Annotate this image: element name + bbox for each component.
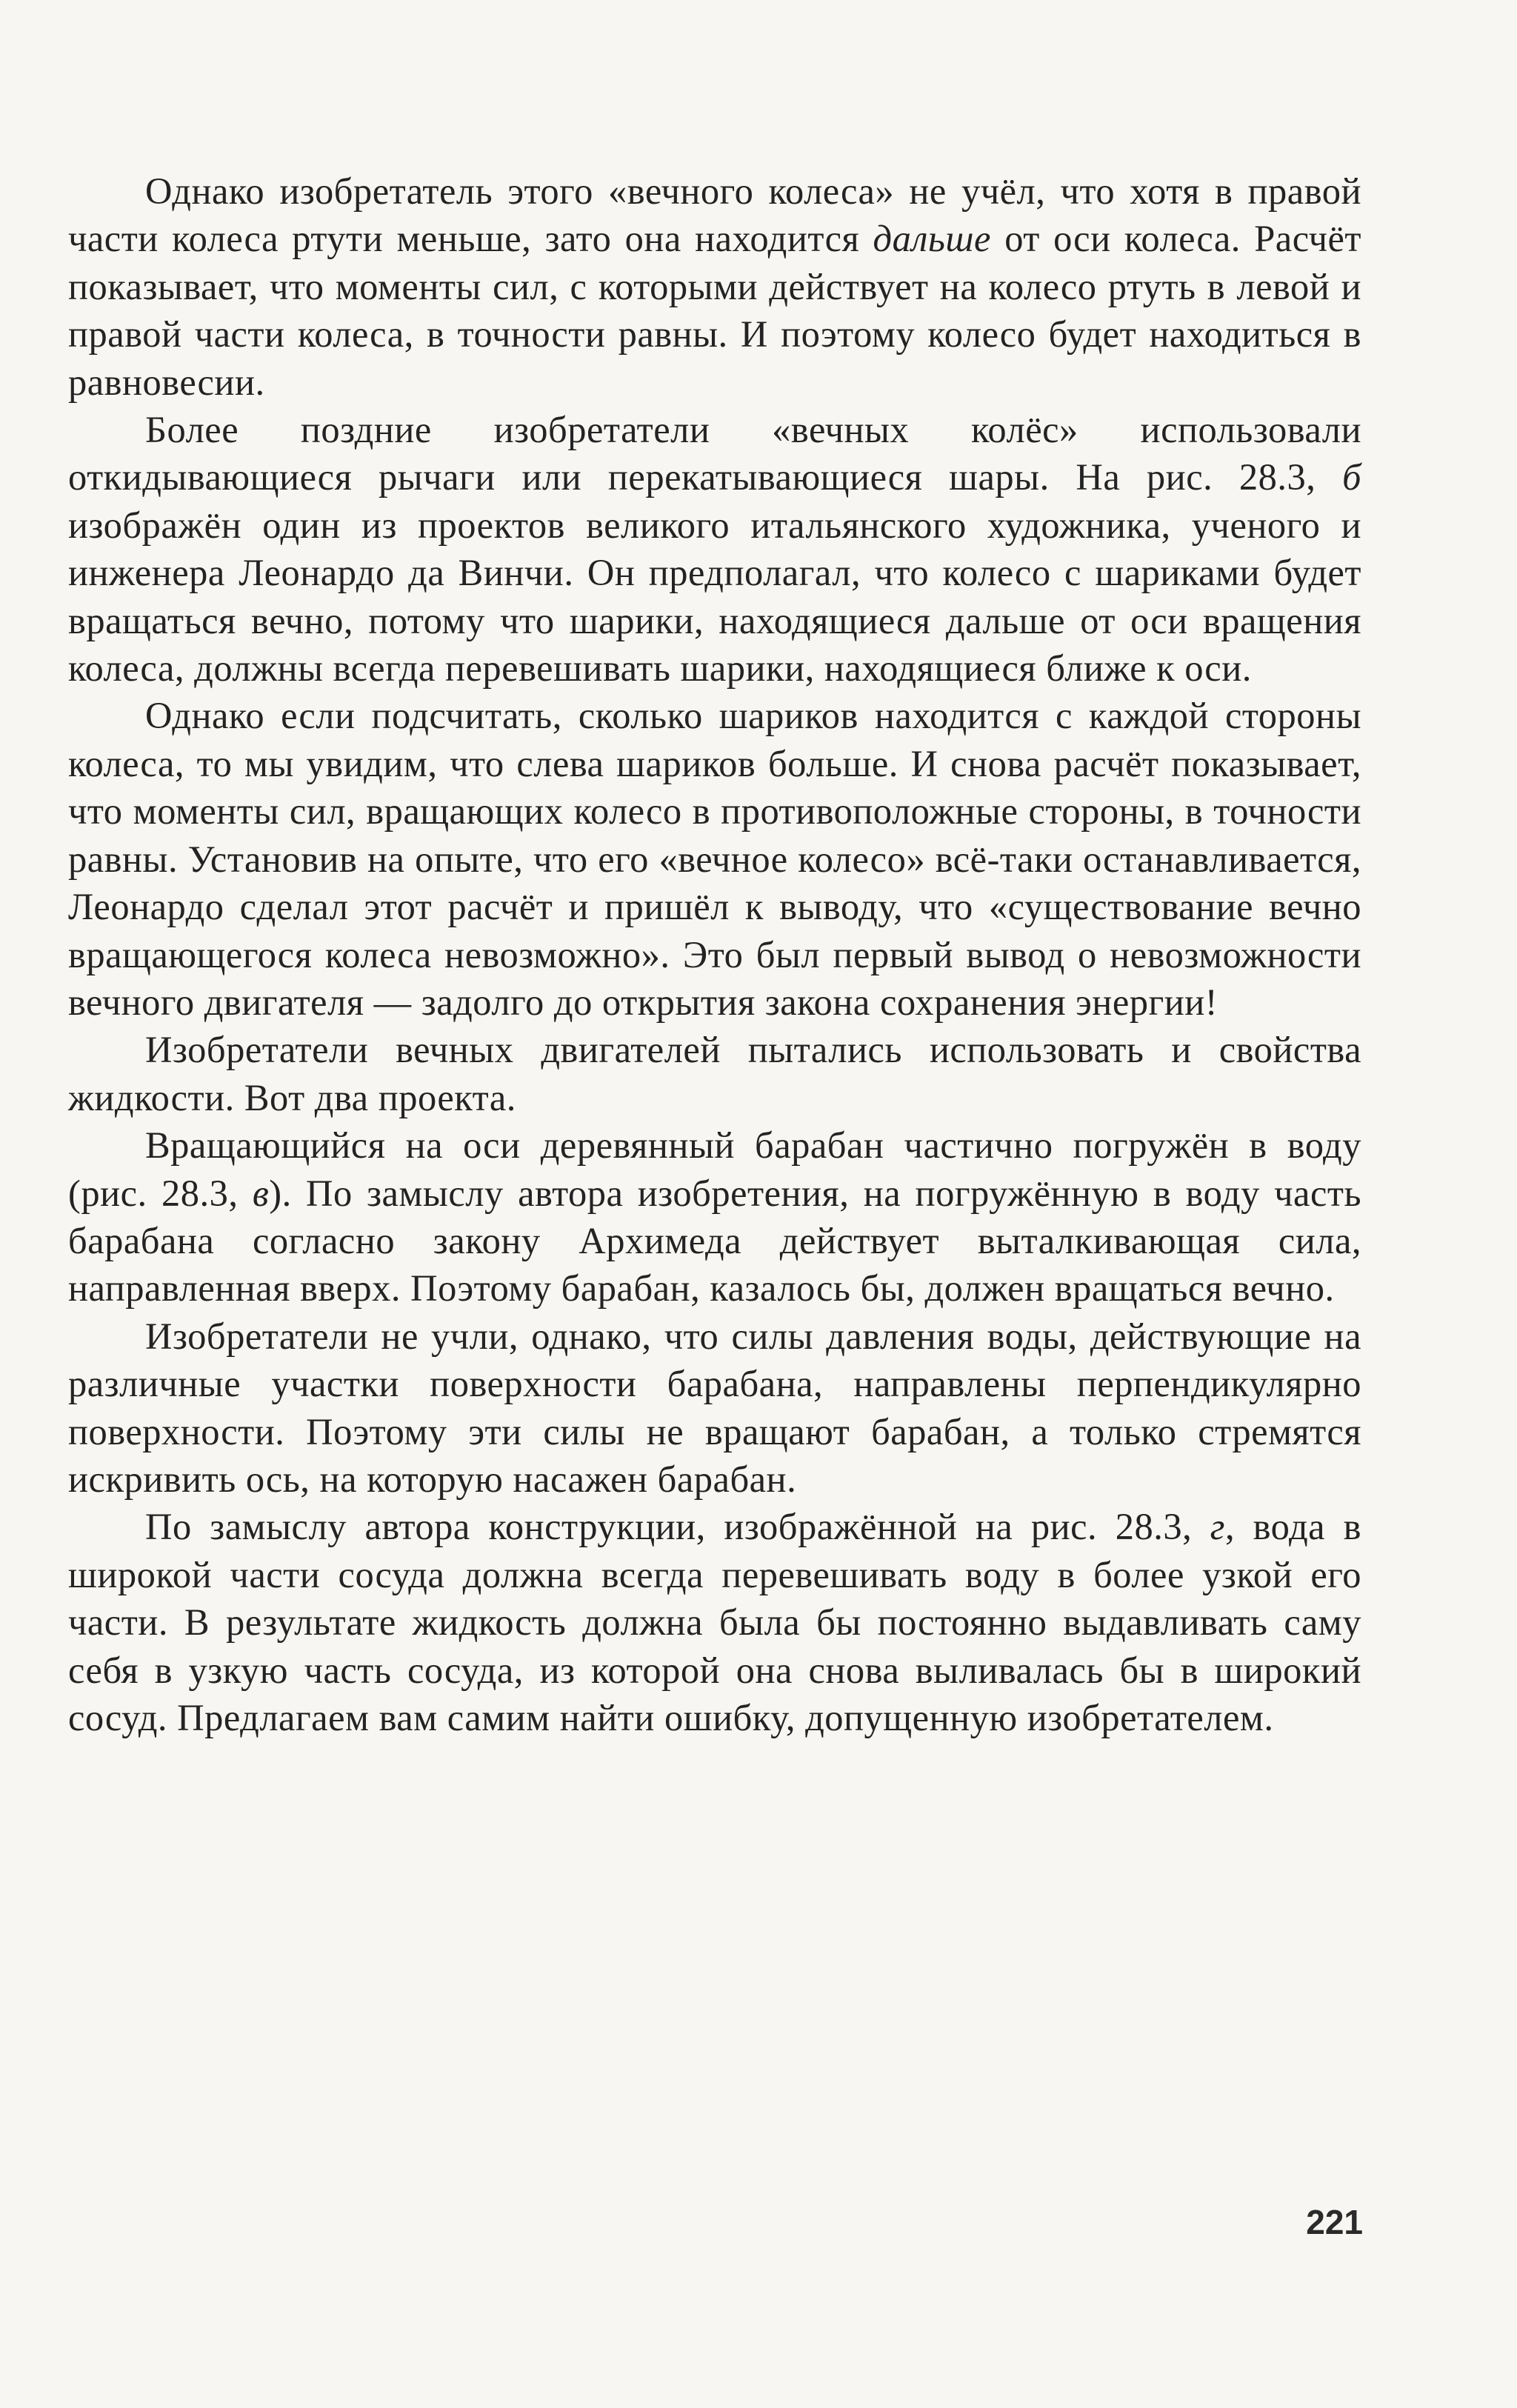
figure-letter: б bbox=[1342, 456, 1361, 498]
text-segment: Более поздние изобретатели «вечных колёс» использовали откидывающиеся рычаги или перекатывающиеся шары. На рис. 28.3, bbox=[68, 409, 1361, 498]
text-segment: По замыслу автора конструкции, изображённой на рис. 28.3, bbox=[145, 1506, 1210, 1548]
paragraph bbox=[68, 406, 1361, 692]
page-number: 221 bbox=[1306, 2203, 1363, 2241]
body-text bbox=[68, 167, 1361, 1741]
paragraph bbox=[68, 167, 1361, 406]
text-segment: Однако изобретатель этого «вечного колеса» не учёл, что хотя в правой части колеса ртути меньше, зато она находится bbox=[68, 170, 1361, 260]
paragraph bbox=[68, 1121, 1361, 1313]
text-segment: Изобретатели вечных двигателей пытались использовать и свойства жидкости. Вот два проекта. bbox=[68, 1029, 1361, 1118]
figure-letter: в bbox=[252, 1172, 270, 1214]
paragraph bbox=[68, 692, 1361, 1026]
text-segment: Изобретатели не учли, однако, что силы давления воды, действующие на различные участки поверхности барабана, направлены перпендикулярно поверхности. Поэтому эти силы не вращают барабан, а только стремятся искривить ось, на которую насажен барабан. bbox=[68, 1315, 1361, 1500]
text-segment: Вращающийся на оси деревянный барабан частично погружён в воду (рис. 28.3, bbox=[68, 1124, 1361, 1214]
text-segment: от оси колеса. Расчёт показывает, что моменты сил, с которыми действует на колесо ртуть в левой и правой части колеса, в точности равны. И поэтому колесо будет находиться в равновесии. bbox=[68, 218, 1362, 403]
text-segment: , вода в широкой части сосуда должна всегда перевешивать воду в более узкой его части. В результате жидкость должна была бы постоянно выдавливать саму себя в узкую часть сосуда, из которой она снова выливалась бы в широкий сосуд. Предлагаем вам самим найти ошибку, допущенную изобретателем. bbox=[68, 1506, 1361, 1738]
text-segment: изображён один из проектов великого итальянского художника, ученого и инженера Леонардо да Винчи. Он предполагал, что колесо с шариками будет вращаться вечно, потому что шарики, находящиеся дальше от оси вращения колеса, должны всегда перевешивать шарики, находящиеся ближе к оси. bbox=[68, 504, 1361, 690]
paragraph bbox=[68, 1313, 1361, 1504]
paragraph bbox=[68, 1026, 1361, 1121]
text-segment: Однако если подсчитать, сколько шариков находится с каждой стороны колеса, то мы увидим, что слева шариков больше. И снова расчёт показывает, что моменты сил, вращающих колесо в противоположные стороны, в точности равны. Установив на опыте, что его «вечное колесо» всё-таки останавливается, Леонардо сделал этот расчёт и пришёл к выводу, что «существование вечно вращающегося колеса невозможно». Это был первый вывод о невозможности вечного двигателя — задолго до открытия закона сохранения энергии! bbox=[68, 695, 1361, 1023]
text-segment: ). По замыслу автора изобретения, на погружённую в воду часть барабана согласно закону Архимеда действует выталкивающая сила, направленная вверх. Поэтому барабан, казалось бы, должен вращаться вечно. bbox=[68, 1172, 1361, 1310]
figure-letter: г bbox=[1210, 1506, 1225, 1548]
paragraph bbox=[68, 1503, 1361, 1741]
italic-word: дальше bbox=[873, 218, 991, 260]
